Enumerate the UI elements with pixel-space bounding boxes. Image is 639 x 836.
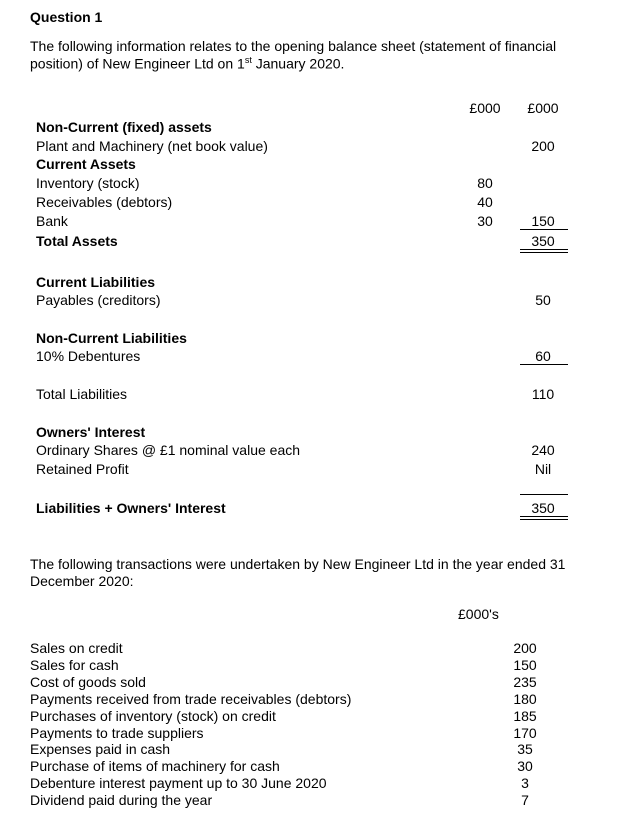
debentures-rule — [520, 364, 568, 365]
intro-line-1: The following information relates to the opening balance sheet (statement of financial — [30, 38, 557, 54]
transaction-value: 180 — [513, 690, 537, 707]
intro-line-2: position) of New Engineer Ltd on 1st January 2020. — [30, 55, 345, 72]
transaction-label: Purchase of items of machinery for cash — [30, 758, 280, 775]
ordinary-shares-label: Ordinary Shares @ £1 nominal value each — [36, 442, 301, 458]
retained-profit-label: Retained Profit — [36, 461, 129, 477]
non-current-assets-heading: Non-Current (fixed) assets — [36, 119, 212, 135]
transaction-value: 35 — [517, 741, 533, 758]
payables-value: 50 — [535, 292, 551, 308]
transactions-col-header: £000's — [458, 606, 499, 622]
transaction-label: Payments to trade suppliers — [30, 724, 204, 741]
total-assets-value: 350 — [531, 233, 555, 249]
transactions-intro-line-1: The following transactions were undertaken by New Engineer Ltd in the year ended 31 — [30, 556, 566, 572]
plant-value: 200 — [531, 138, 555, 154]
owners-interest-heading: Owners' Interest — [36, 424, 146, 440]
bank-value: 30 — [477, 213, 493, 229]
transaction-value: 7 — [521, 792, 529, 809]
total-assets-label: Total Assets — [36, 233, 118, 249]
subtotal-rule — [520, 229, 568, 230]
final-top-rule — [520, 494, 568, 495]
transaction-label: Cost of goods sold — [30, 673, 146, 690]
total-liabilities-label: Total Liabilities — [36, 386, 128, 402]
non-current-liabilities-heading: Non-Current Liabilities — [36, 330, 187, 346]
transaction-value: 3 — [521, 775, 529, 792]
transaction-value: 200 — [513, 640, 537, 656]
liabilities-owners-label: Liabilities + Owners' Interest — [36, 500, 226, 516]
debentures-value: 60 — [535, 348, 551, 364]
inventory-value: 80 — [477, 175, 493, 191]
total-assets-rule-1 — [520, 249, 568, 250]
total-liabilities-value: 110 — [531, 386, 555, 402]
transaction-value: 235 — [513, 673, 537, 690]
bank-label: Bank — [36, 213, 68, 229]
payables-label: Payables (creditors) — [36, 292, 161, 308]
transaction-label: Purchases of inventory (stock) on credit — [30, 707, 276, 724]
transaction-label: Payments received from trade receivables (debtors) — [30, 690, 352, 707]
liabilities-owners-value: 350 — [531, 500, 555, 516]
transaction-value: 170 — [513, 724, 537, 741]
transaction-label: Expenses paid in cash — [30, 741, 171, 758]
transaction-value: 30 — [517, 758, 533, 775]
col-header-2: £000 — [527, 100, 559, 116]
current-assets-total: 150 — [531, 213, 555, 229]
retained-profit-value: Nil — [534, 461, 552, 477]
transaction-label: Dividend paid during the year — [30, 792, 213, 809]
inventory-label: Inventory (stock) — [36, 175, 140, 191]
transaction-value: 185 — [513, 707, 537, 724]
total-assets-rule-2 — [520, 252, 568, 253]
debentures-label: 10% Debentures — [36, 348, 141, 364]
transaction-label: Debenture interest payment up to 30 June 2020 — [30, 775, 327, 792]
col-header-1: £000 — [469, 100, 501, 116]
transaction-label: Sales for cash — [30, 656, 119, 673]
final-rule-1 — [520, 516, 568, 517]
question-title: Question 1 — [30, 9, 103, 25]
ordinary-shares-value: 240 — [531, 442, 555, 458]
receivables-label: Receivables (debtors) — [36, 194, 173, 210]
current-liabilities-heading: Current Liabilities — [36, 274, 156, 290]
transaction-value: 150 — [513, 656, 537, 673]
transaction-label: Sales on credit — [30, 640, 123, 656]
plant-label: Plant and Machinery (net book value) — [36, 138, 268, 154]
final-rule-2 — [520, 519, 568, 520]
current-assets-heading: Current Assets — [36, 156, 136, 172]
transactions-intro-line-2: December 2020: — [30, 573, 134, 589]
receivables-value: 40 — [477, 194, 493, 210]
